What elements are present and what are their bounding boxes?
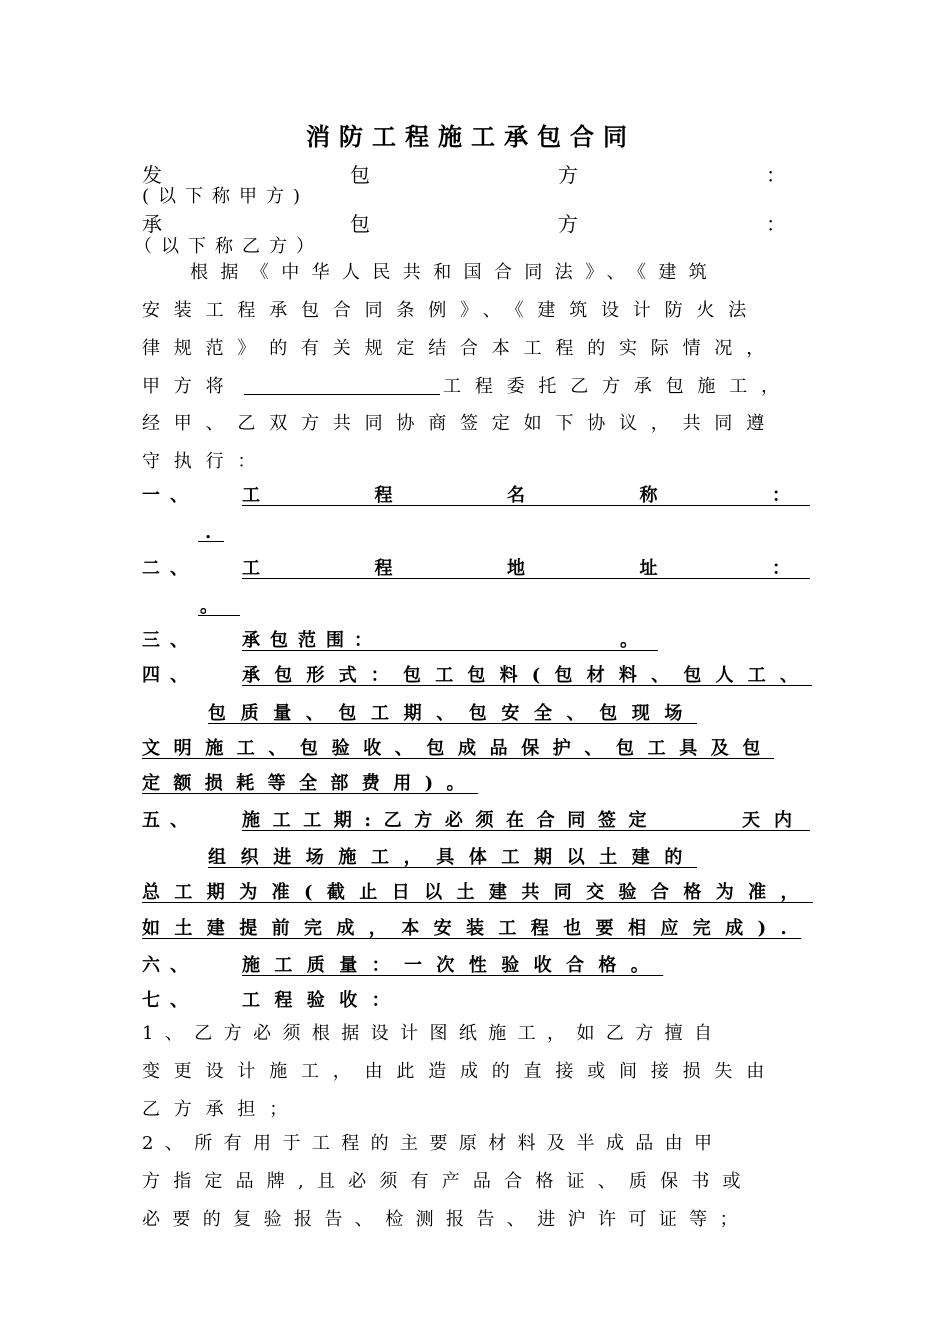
clause-5-number: 五、 — [142, 810, 198, 831]
clause-5-line-1-underline — [242, 830, 810, 831]
employer-note: (以下称甲方) — [142, 186, 310, 207]
item-1-line-2: 变更设计施工，由此造成的直接或间接损失由 — [142, 1061, 778, 1082]
item-2-line-2: 方指定品牌,且必须有产品合格证、质保书或 — [142, 1171, 754, 1192]
clause-5-line-4: 如土建提前完成，本安装工程也要相应完成). — [142, 918, 802, 939]
clause-2-char: 程 — [374, 558, 393, 579]
clause-3-tail: 。 — [620, 630, 638, 651]
item-2-line-1: 2、所有用于工程的主要原材料及半成品由甲 — [142, 1133, 724, 1154]
contractor-label-row — [142, 213, 796, 235]
clause-1-tail-underline — [198, 541, 224, 542]
clause-2-char: 工 — [242, 558, 260, 579]
clause-4-number: 四、 — [142, 665, 198, 686]
clause-2-char: ： — [772, 558, 790, 579]
clause-3-underline — [242, 650, 658, 651]
item-1-line-3: 乙方承担； — [142, 1099, 301, 1120]
clause-7-text: 工程验收： — [242, 990, 404, 1011]
clause-2-underline — [242, 578, 810, 579]
clause-7-number: 七、 — [142, 990, 198, 1011]
clause-2-char: 地 — [507, 558, 525, 579]
intro-line-6: 守执行： — [142, 451, 270, 472]
clause-1-tail: . — [205, 522, 212, 543]
clause-3-number: 三、 — [142, 630, 198, 651]
clause-2-tail-underline — [198, 615, 240, 616]
intro-line-2: 安装工程承包合同条例》、《建筑设计防火法 — [142, 300, 760, 321]
employer-char: 包 — [350, 163, 370, 187]
clause-1-char: ： — [772, 485, 790, 506]
employer-char: 发 — [142, 163, 162, 187]
contractor-char: 承 — [142, 212, 162, 236]
contractor-char: 方 — [558, 212, 578, 236]
clause-2-tail: 。 — [200, 596, 218, 617]
clause-1-number: 一、 — [142, 485, 198, 506]
clause-6-text: 施工质量：一次性验收合格。 — [242, 955, 664, 976]
contractor-note: （以下称乙方） — [134, 236, 323, 257]
document-title: 消防工程施工承包合同 — [306, 122, 636, 151]
clause-1-heading — [242, 485, 790, 507]
clause-1-char: 名 — [507, 485, 525, 506]
intro-line-5: 经甲、乙双方共同协商签定如下协议，共同遵 — [142, 413, 778, 434]
clause-2-number: 二、 — [142, 558, 198, 579]
clause-4-line-1: 承包形式：包工包料(包材料、包人工、 — [242, 665, 813, 686]
intro-line-4-end: 工程委托乙方承包施工， — [443, 376, 793, 397]
contractor-char: ： — [766, 212, 786, 236]
clause-1-char: 工 — [242, 485, 260, 506]
employer-char: 方 — [558, 163, 578, 187]
intro-line-1: 根据《中华人民共和国合同法》、《建筑 — [190, 262, 720, 283]
clause-3-text: 承包范围： — [242, 630, 382, 651]
clause-4-line-3: 文明施工、包验收、包成品保护、包工具及包 — [142, 738, 774, 759]
employer-label-row — [142, 164, 796, 186]
item-2-line-3: 必要的复验报告、检测报告、进沪许可证等； — [142, 1209, 750, 1230]
clause-4-line-4: 定额损耗等全部费用)。 — [142, 773, 478, 794]
clause-5-line-3: 总工期为准(截止日以土建共同交验合格为准， — [142, 882, 813, 903]
clause-2-char: 址 — [639, 558, 658, 579]
intro-line-4-start: 甲方将 — [142, 376, 238, 397]
clause-6-number: 六、 — [142, 955, 198, 976]
clause-1-char: 称 — [639, 485, 658, 506]
clause-5-line-2: 组织进场施工，具体工期以土建的 — [208, 847, 697, 868]
clause-2-heading — [242, 558, 790, 580]
employer-char: ： — [766, 163, 786, 187]
clause-5-line-1b: 天内 — [742, 810, 806, 831]
clause-1-underline — [242, 505, 810, 506]
clause-5-line-1a: 施工工期:乙方必须在合同签定 — [242, 810, 660, 831]
item-1-line-1: 1、乙方必须根据设计图纸施工，如乙方擅自 — [142, 1023, 724, 1044]
project-name-blank — [244, 393, 440, 395]
contractor-char: 包 — [350, 212, 370, 236]
clause-1-char: 程 — [374, 485, 393, 506]
clause-4-line-2: 包质量、包工期、包安全、包现场 — [208, 703, 697, 724]
intro-line-3: 律规范》的有关规定结合本工程的实际情况， — [142, 338, 778, 359]
